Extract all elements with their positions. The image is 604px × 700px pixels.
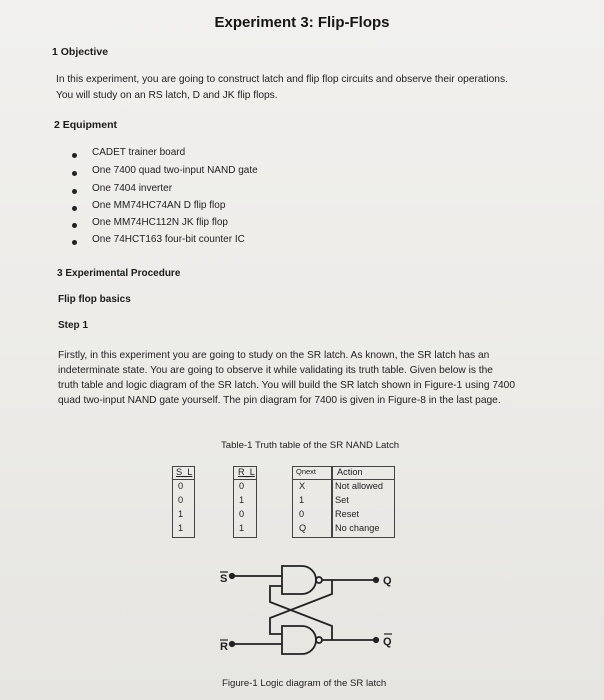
table-cell: Not allowed <box>335 481 384 491</box>
procedure-line-1: Firstly, in this experiment you are going to study on the SR latch. As known, the SR latch has an <box>58 350 490 361</box>
equipment-item: One 7404 inverter <box>92 183 173 194</box>
table-column-q <box>292 466 332 538</box>
bullet-dot <box>72 171 77 176</box>
inversion-bubble <box>316 577 322 583</box>
output-label-q: Q <box>383 575 392 587</box>
procedure-line-2: indeterminate state. You are going to observe it while validating its truth table. Given below is the <box>58 365 493 376</box>
objective-line-1: In this experiment, you are going to construct latch and flip flop circuits and observe their operations. <box>56 74 508 85</box>
equipment-heading: 2 Equipment <box>54 119 118 131</box>
step-heading: Step 1 <box>58 320 89 331</box>
table-cell: 0 <box>239 509 245 519</box>
input-label-s: S <box>220 573 228 585</box>
nand-gate <box>282 626 316 654</box>
table-cell: Reset <box>335 509 360 519</box>
bullet-dot <box>72 153 77 158</box>
table-cell: 1 <box>178 509 184 519</box>
input-dot <box>230 574 234 578</box>
table-cell: 1 <box>239 495 245 505</box>
bullet-dot <box>72 206 77 211</box>
equipment-item: CADET trainer board <box>92 147 186 158</box>
sr-latch-diagram <box>220 560 400 660</box>
procedure-heading: 3 Experimental Procedure <box>57 268 181 279</box>
table-cell: 1 <box>299 495 305 505</box>
table-caption: Table-1 Truth table of the SR NAND Latch <box>221 440 400 451</box>
table-cell: X <box>299 481 306 491</box>
output-dot <box>374 578 378 582</box>
table-cell: 1 <box>239 523 245 533</box>
table-cell: 0 <box>178 495 184 505</box>
bullet-dot <box>72 189 77 194</box>
procedure-line-4: quad two-input NAND gate yourself. The pin diagram for 7400 is given in Figure-8 in the last page. <box>58 395 501 406</box>
table-header-divider <box>172 479 195 480</box>
input-label-r: R <box>220 641 228 653</box>
truth-table <box>172 466 395 538</box>
output-label-qbar: Q <box>383 636 392 648</box>
table-cell: 0 <box>299 509 305 519</box>
table-cell: No change <box>335 523 380 533</box>
table-cell: Set <box>335 495 349 505</box>
procedure-subheading: Flip flop basics <box>58 294 131 305</box>
table-header: Qnext <box>296 467 317 476</box>
equipment-item: One 7400 quad two-input NAND gate <box>92 165 258 176</box>
objective-line-2: You will study on an RS latch, D and JK flip flops. <box>56 90 278 101</box>
table-header: S_L <box>176 467 193 477</box>
table-cell: 0 <box>178 481 184 491</box>
table-cell: Q <box>299 523 307 533</box>
input-dot <box>230 642 234 646</box>
nand-gate <box>282 566 316 594</box>
output-dot <box>374 638 378 642</box>
table-cell: 1 <box>178 523 184 533</box>
page-title: Experiment 3: Flip-Flops <box>214 14 390 31</box>
table-cell: 0 <box>239 481 245 491</box>
inversion-bubble <box>316 637 322 643</box>
table-header-divider <box>233 479 257 480</box>
equipment-item: One MM74HC74AN D flip flop <box>92 200 226 211</box>
table-header: Action <box>337 467 363 477</box>
sr-latch-svg <box>220 560 400 660</box>
bullet-dot <box>72 223 77 228</box>
bullet-dot <box>72 240 77 245</box>
objective-heading: 1 Objective <box>52 46 109 58</box>
figure-caption: Figure-1 Logic diagram of the SR latch <box>222 678 387 689</box>
table-header-divider <box>292 479 395 480</box>
procedure-line-3: truth table and logic diagram of the SR latch. You will build the SR latch shown in Figure-1 using 7400 <box>58 380 516 391</box>
table-header: R_L <box>238 467 255 477</box>
equipment-item: One MM74HC112N JK flip flop <box>92 217 228 228</box>
equipment-item: One 74HCT163 four-bit counter IC <box>92 234 245 245</box>
